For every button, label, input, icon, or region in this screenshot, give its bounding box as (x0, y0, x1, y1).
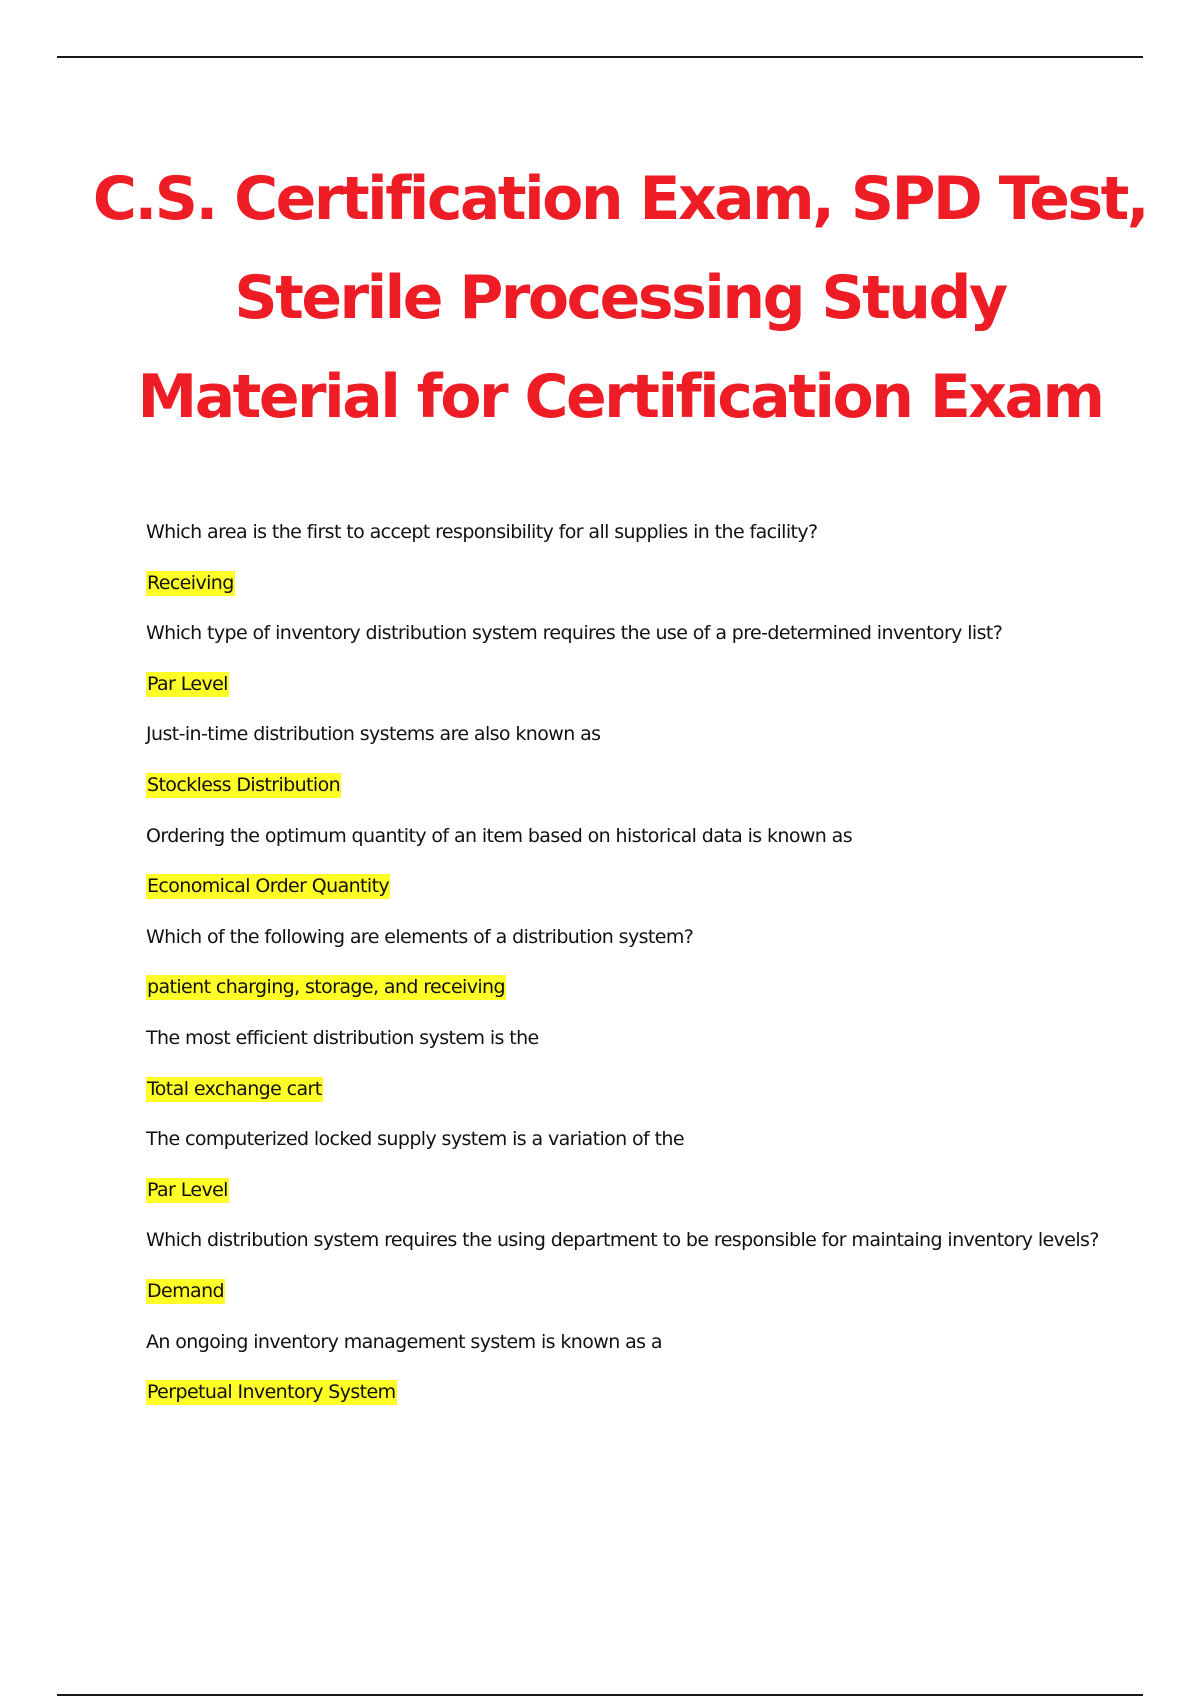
title-line: Material for Certification Exam (137, 362, 1103, 432)
answer-highlight (146, 1379, 1146, 1430)
answer-highlight (146, 772, 1146, 823)
qa-item (146, 1025, 1146, 1126)
qa-item (146, 1126, 1146, 1227)
question-text: The most efficient distribution system is the (146, 1026, 539, 1049)
question-text: Ordering the optimum quantity of an item based on historical data is known as (146, 824, 853, 847)
answer-text: Total exchange cart (147, 1077, 322, 1100)
answer-highlight (146, 1278, 1146, 1329)
bottom-divider (57, 1694, 1143, 1696)
qa-item (146, 823, 1146, 924)
title-line: Sterile Processing Study (234, 263, 1006, 333)
title-line: C.S. Certification Exam, SPD Test, (92, 164, 1148, 234)
answer-text: Perpetual Inventory System (147, 1381, 396, 1404)
answer-text: Receiving (147, 571, 234, 594)
answer-highlight (146, 1177, 1146, 1228)
answer-highlight (146, 570, 1146, 621)
answer-text: patient charging, storage, and receiving (147, 976, 505, 999)
question-text: Just-in-time distribution systems are also known as (146, 723, 601, 746)
top-divider (57, 56, 1143, 58)
question-text: Which area is the first to accept responsibility for all supplies in the facility? (146, 521, 818, 543)
answer-highlight (146, 1076, 1146, 1127)
qa-item (146, 924, 1146, 1025)
question-text: Which of the following are elements of a distribution system? (146, 925, 694, 948)
qa-item (146, 1227, 1146, 1328)
answer-text: Economical Order Quantity (147, 875, 390, 898)
qa-item (146, 721, 1146, 822)
qa-item (146, 1329, 1146, 1430)
qa-item (146, 519, 1146, 620)
qa-item (146, 620, 1146, 721)
question-text: The computerized locked supply system is a variation of the (146, 1128, 684, 1151)
qa-list (146, 519, 1146, 1430)
question-text: Which distribution system requires the using department to be responsible for maintaing inventory levels? (146, 1229, 1099, 1252)
document-title (80, 150, 1160, 447)
question-text: Which type of inventory distribution system requires the use of a pre-determined inventory list? (146, 622, 1003, 645)
answer-highlight (146, 671, 1146, 722)
answer-highlight (146, 873, 1146, 924)
question-text: An ongoing inventory management system is known as a (146, 1330, 662, 1353)
answer-text: Par Level (147, 672, 228, 695)
answer-text: Stockless Distribution (147, 773, 341, 796)
answer-text: Demand (147, 1279, 224, 1302)
answer-highlight (146, 974, 1146, 1025)
answer-text: Par Level (147, 1178, 228, 1201)
